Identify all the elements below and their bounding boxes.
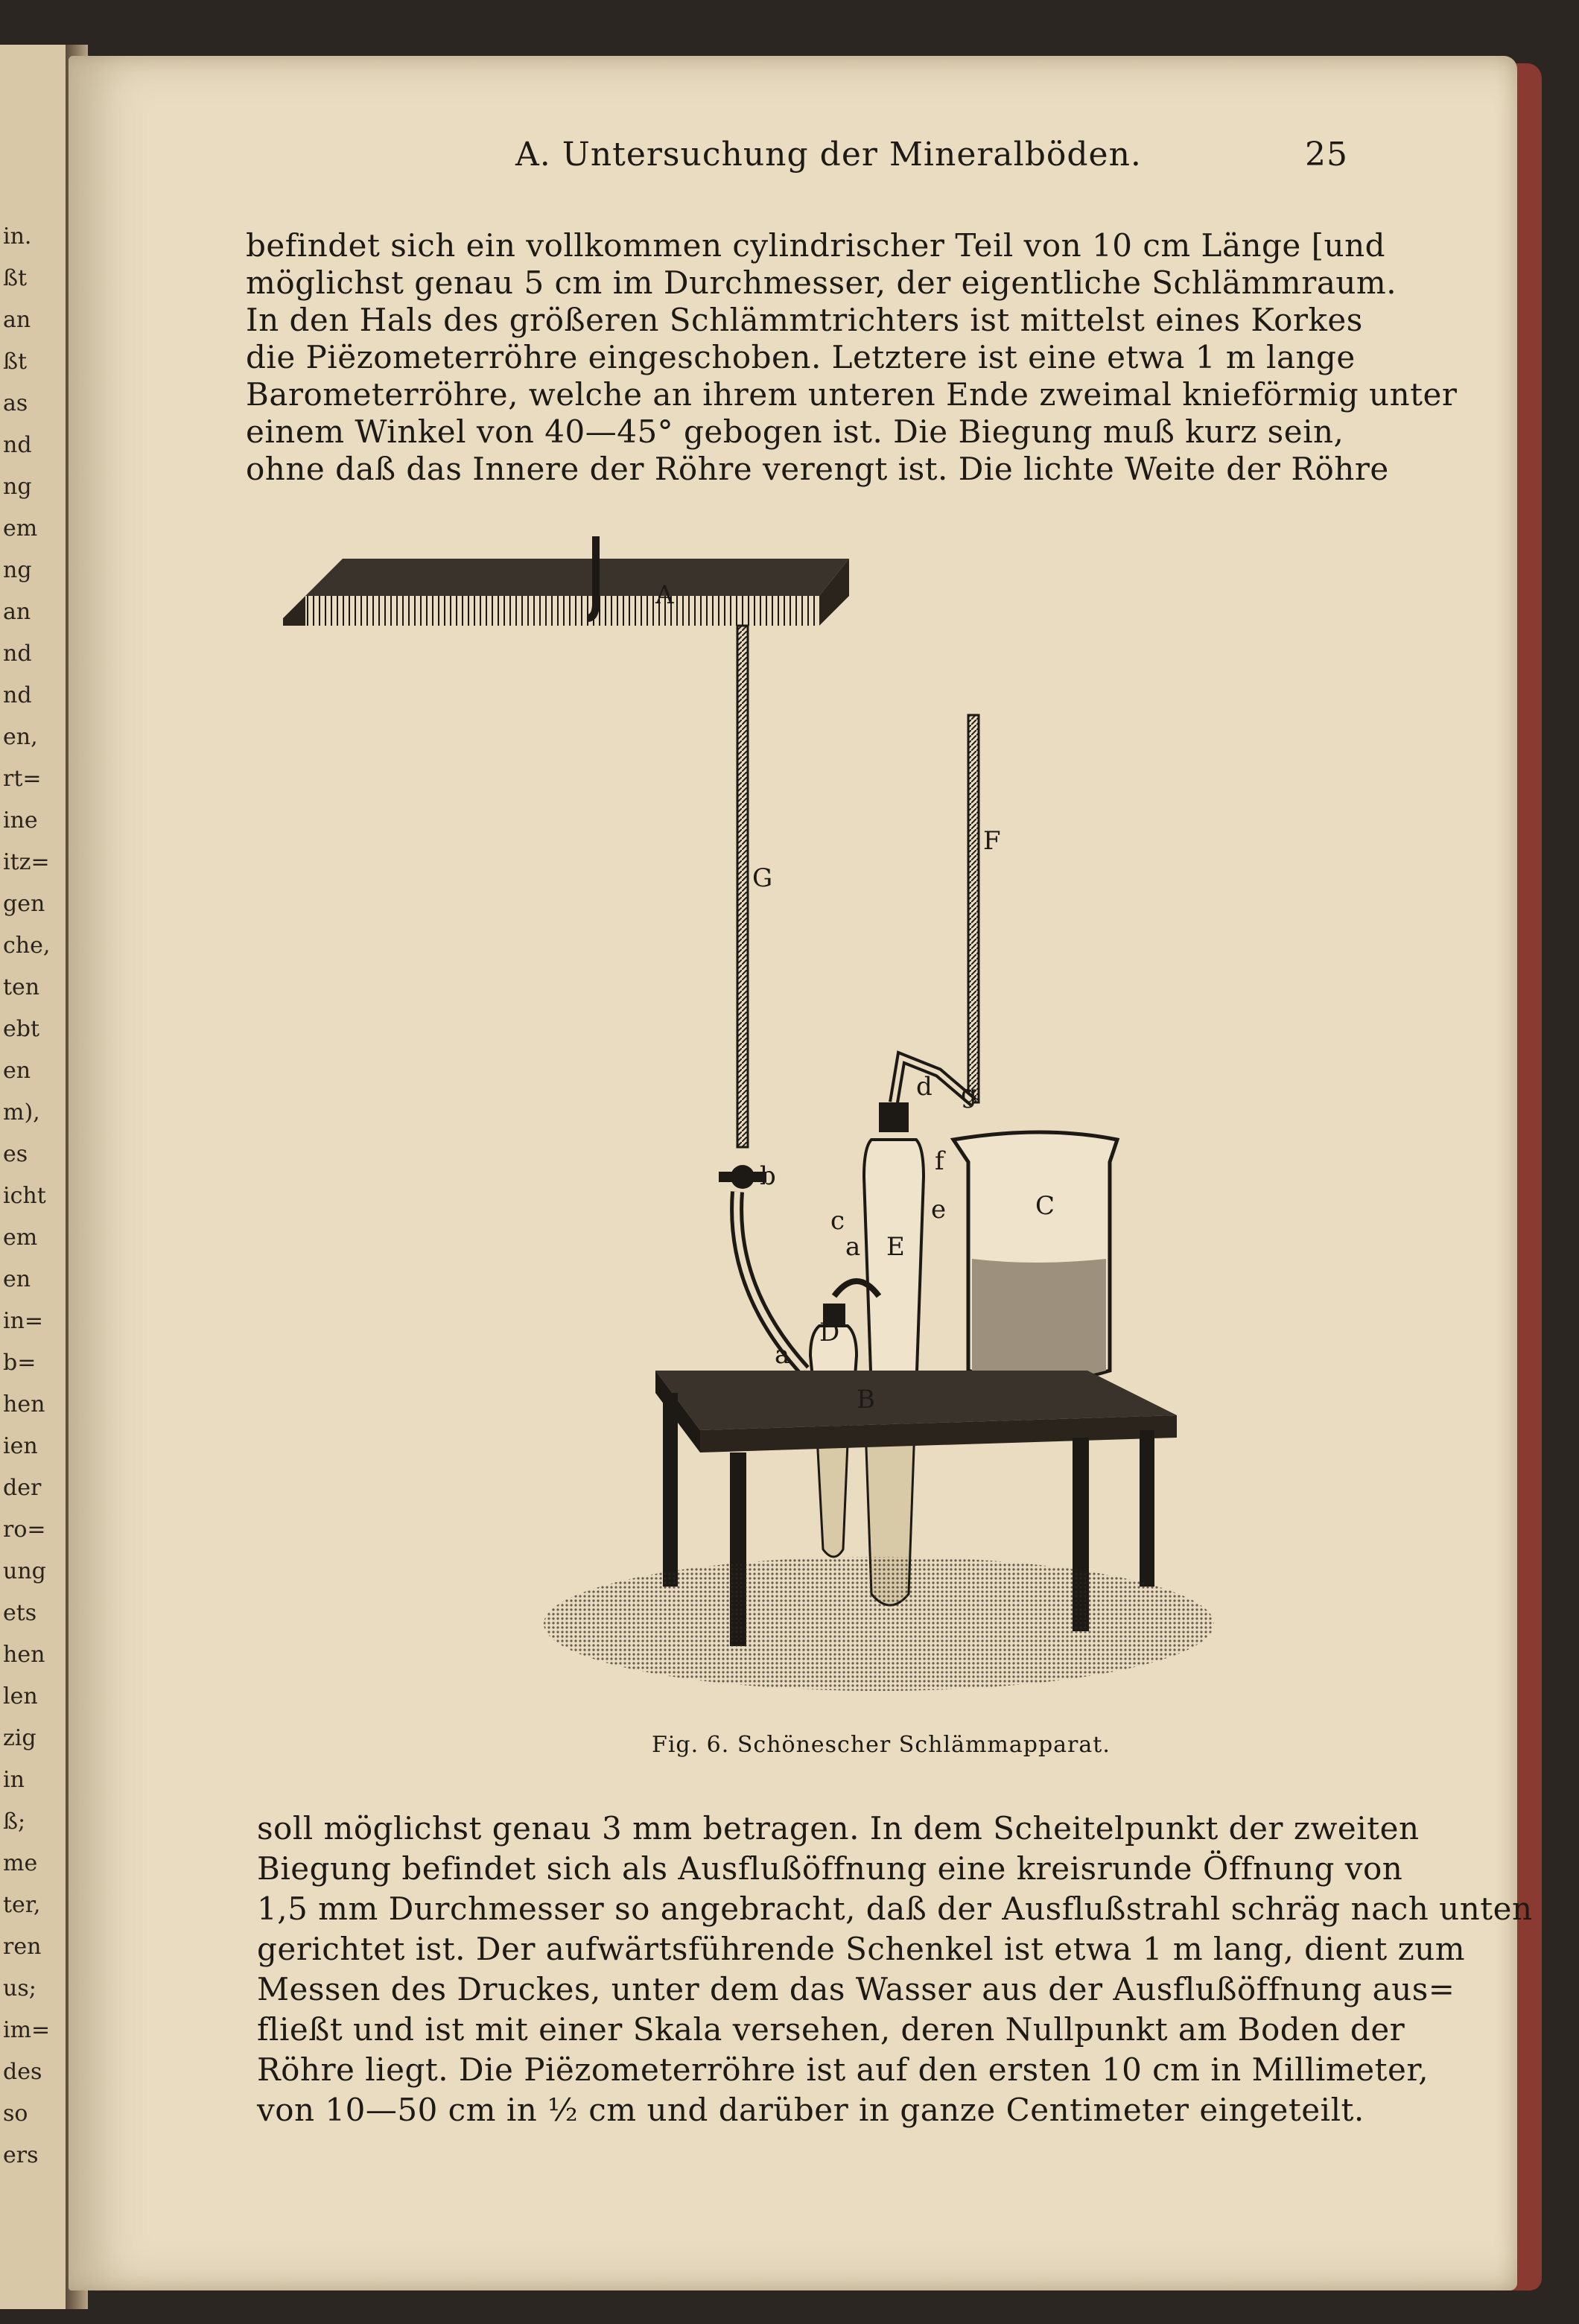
piezometer-tube-f	[894, 715, 979, 1102]
left-page-text-fragment: ß;	[3, 1809, 26, 1835]
left-page-text-fragment: icht	[3, 1183, 46, 1209]
left-page-text-fragment: ten	[3, 974, 40, 1000]
left-page-text-fragment: ng	[3, 557, 32, 583]
running-head: A. Untersuchung der Mineralböden.	[515, 136, 1142, 174]
figure-caption: Fig. 6. Schönescher Schlämmapparat.	[652, 1732, 1111, 1758]
text-line: die Piëzometerröhre eingeschoben. Letztere ist eine etwa 1 m lange	[246, 339, 1356, 375]
text-line: Messen des Druckes, unter dem das Wasser aus der Ausflußöffnung aus=	[257, 1971, 1455, 2007]
text-line: ohne daß das Innere der Röhre verengt ist. Die lichte Weite der Röhre	[246, 451, 1389, 487]
label-f-upper: F	[983, 826, 1001, 856]
left-page-text-fragment: im=	[3, 2017, 51, 2043]
left-page-text-fragment: so	[3, 2101, 28, 2127]
left-page-text-fragment: der	[3, 1475, 42, 1501]
left-page-text-fragment: in.	[3, 223, 32, 250]
text-line: einem Winkel von 40—45° gebogen ist. Die Biegung muß kurz sein,	[246, 413, 1344, 450]
left-page-text-fragment: ro=	[3, 1517, 46, 1543]
left-page-text-fragment: en	[3, 1266, 31, 1292]
left-page-text-fragment: em	[3, 1225, 38, 1251]
label-c-lower: c	[830, 1206, 845, 1236]
left-page-text-fragment: hen	[3, 1391, 45, 1417]
text-line: soll möglichst genau 3 mm betragen. In dem Scheitelpunkt der zweiten	[257, 1810, 1420, 1847]
text-line: befindet sich ein vollkommen cylindrischer Teil von 10 cm Länge [und	[246, 227, 1386, 264]
label-d-lower: d	[916, 1072, 933, 1102]
left-page-text-fragment: in=	[3, 1308, 44, 1334]
left-page-edge	[0, 45, 74, 2309]
left-page-text-fragment: ng	[3, 474, 32, 500]
left-page-text-fragment: en,	[3, 724, 38, 750]
left-page-text-fragment: an	[3, 599, 31, 625]
left-page-text-fragment: rt=	[3, 766, 42, 792]
left-page-text-fragment: us;	[3, 1975, 36, 2001]
beaker-c	[953, 1132, 1117, 1382]
left-page-text-fragment: ers	[3, 2142, 39, 2168]
left-page-text-fragment: ien	[3, 1433, 38, 1459]
text-line: möglichst genau 5 cm im Durchmesser, der eigentliche Schlämmraum.	[246, 264, 1397, 301]
label-f-lower: f	[935, 1146, 944, 1176]
left-page-text-fragment: nd	[3, 432, 32, 458]
label-a: A	[655, 580, 674, 610]
left-page-text-fragment: gen	[3, 891, 45, 917]
elutriation-vessel-e	[864, 1102, 924, 1605]
left-page-text-fragment: ets	[3, 1600, 37, 1626]
left-page-text-fragment: en	[3, 1058, 31, 1084]
left-page-text-fragment: itz=	[3, 849, 50, 875]
left-page-text-fragment: ine	[3, 807, 38, 834]
left-page-text-fragment: che,	[3, 933, 51, 959]
left-page-text-fragment: ung	[3, 1558, 46, 1584]
left-page-text-fragment: ter,	[3, 1892, 41, 1918]
text-line: 1,5 mm Durchmesser so angebracht, daß der Ausflußstrahl schräg nach unten	[257, 1890, 1533, 1927]
label-d-upper: D	[819, 1318, 840, 1347]
left-page-text-fragment: ßt	[3, 349, 28, 375]
text-line: von 10—50 cm in ½ cm und darüber in ganze Centimeter eingeteilt.	[257, 2092, 1364, 2128]
left-page-text-fragment: an	[3, 307, 31, 333]
label-b-lower: b	[760, 1161, 776, 1191]
left-page-text-fragment: hen	[3, 1642, 45, 1668]
text-line: gerichtet ist. Der aufwärtsführende Schenkel ist etwa 1 m lang, dient zum	[257, 1931, 1466, 1967]
text-line: Barometerröhre, welche an ihrem unteren Ende zweimal knieförmig unter	[246, 376, 1458, 413]
label-g-upper: G	[752, 863, 773, 893]
page-number: 25	[1305, 136, 1348, 174]
left-page-text-fragment: in	[3, 1767, 25, 1793]
left-page-text-fragment: b=	[3, 1350, 36, 1376]
left-page-text-fragment: des	[3, 2059, 42, 2085]
text-line: fließt und ist mit einer Skala versehen, deren Nullpunkt am Boden der	[257, 2011, 1405, 2048]
left-page-text-fragment: es	[3, 1141, 28, 1167]
left-page-text-fragment: nd	[3, 682, 32, 708]
left-page-text-fragment: ebt	[3, 1016, 40, 1042]
left-page-text-fragment: em	[3, 515, 38, 542]
text-line: Biegung befindet sich als Ausflußöffnung eine kreisrunde Öffnung von	[257, 1850, 1403, 1887]
label-g-lower: g	[961, 1079, 977, 1109]
left-page-text-fragment: m),	[3, 1099, 40, 1126]
left-page-text-fragment: as	[3, 390, 28, 416]
text-line: In den Hals des größeren Schlämmtrichters ist mittelst eines Korkes	[246, 302, 1363, 338]
left-page-text-fragment: len	[3, 1683, 38, 1709]
reservoir-tank-a	[283, 536, 849, 626]
label-c-upper: C	[1035, 1191, 1055, 1221]
figure-schlaemmapparat	[283, 521, 1281, 1713]
label-b-upper: B	[857, 1385, 875, 1415]
label-a-lower-1: a	[775, 1340, 790, 1370]
label-e-lower: e	[931, 1195, 947, 1225]
left-page-text-fragment: ren	[3, 1934, 42, 1960]
label-e-upper: E	[886, 1232, 905, 1262]
left-page-text-fragment: zig	[3, 1725, 36, 1751]
label-a-lower-2: a	[845, 1232, 861, 1262]
left-page-text-fragment: me	[3, 1850, 38, 1876]
tube-g	[719, 626, 804, 1371]
left-page-text-fragment: nd	[3, 641, 32, 667]
left-page-text-fragment: ßt	[3, 265, 28, 291]
text-line: Röhre liegt. Die Piëzometerröhre ist auf den ersten 10 cm in Millimeter,	[257, 2051, 1429, 2088]
